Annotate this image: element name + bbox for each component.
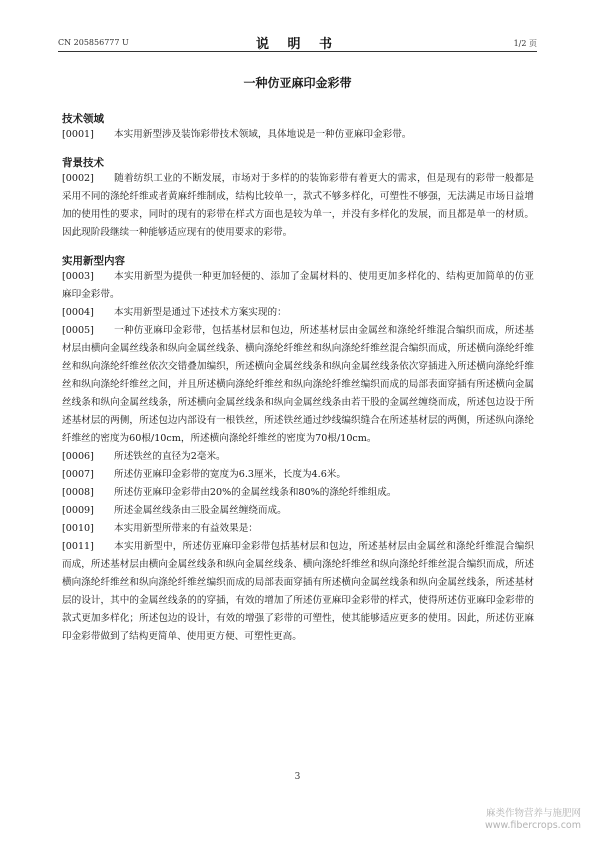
paragraph-text: 本实用新型中，所述仿亚麻印金彩带包括基材层和包边，所述基材层由金属丝和涤纶纤维混合编织而成，所述基材层由横向金属丝线条和纵向金属丝线条、横向涤纶纤维丝和纵向涤纶纤维丝混合编织而成，所述横向涤纶纤维丝和纵向涤纶纤维丝编织而成的局部表面穿插有所述横向金属丝线条和纵向金属丝线条，所述基材层的设计，其中的金属丝线条的的穿插，有效的增加了所述仿亚麻印金彩带的样式，使得所述仿亚麻印金彩带的款式更加多样化；所述包边的设计，有效的增强了彩带的可塑性，使其能够适应更多的使用。因此，所述仿亚麻印金彩带做到了结构更简单、使用更方便、可塑性更高。 [62,541,534,642]
paragraph-number: [0004] [62,307,94,318]
paragraph-text: 所述金属丝线条由三股金属丝缠绕而成。 [114,505,287,516]
paragraph-text: 本实用新型是通过下述技术方案实现的： [114,307,287,318]
page-indicator: 1/2 页 [513,39,537,48]
section-heading: 背景技术 [62,157,104,169]
paragraph [62,268,534,304]
watermark-site-name: 麻类作物营养与施肥网 [485,808,581,819]
paragraph-number: [0003] [62,271,94,282]
paragraph [62,304,534,322]
section-heading: 实用新型内容 [62,255,125,267]
paragraph-text: 所述仿亚麻印金彩带由20%的金属丝线条和80%的涤纶纤维组成。 [114,487,397,498]
paragraph [62,484,534,502]
paragraph-number: [0009] [62,505,94,516]
document-body [62,112,534,646]
document-type-title: 说 明 书 [255,37,340,52]
paragraph-text: 本实用新型涉及装饰彩带技术领域，具体地说是一种仿亚麻印金彩带。 [114,129,412,140]
paragraph-number: [0005] [62,325,94,336]
paragraph [62,448,534,466]
paragraph-text: 一种仿亚麻印金彩带，包括基材层和包边，所述基材层由金属丝和涤纶纤维混合编织而成，所述基材层由横向金属丝线条和纵向金属丝线条、横向涤纶纤维丝和纵向涤纶纤维丝混合编织而成，所述横向涤纶纤维丝和纵向涤纶纤维丝依次交错叠加编织，所述横向金属丝线条和纵向金属丝线条依次穿插进入所述横向涤纶纤维丝和纵向涤纶纤维丝之间，并且所述横向涤纶纤维丝和纵向涤纶纤维丝编织而成的局部表面穿插有所述横向金属丝线条和纵向金属丝线条，所述横向金属丝线条和纵向金属丝线条由若干股的金属丝缠绕而成，所述包边设于所述基材层的两侧，所述包边内部设有一根铁丝，所述铁丝通过纱线编织缝合在所述基材层的两侧，所述纵向涤纶纤维丝的密度为60根/10cm，所述横向涤纶纤维丝的密度为70根/10cm。 [62,325,534,444]
watermark-url: www.fibercrops.com [484,820,581,831]
paragraph-number: [0011] [62,541,94,552]
paragraph-number: [0002] [62,173,94,184]
section-technical-field [62,112,534,144]
paragraph-text: 本实用新型为提供一种更加轻便的、添加了金属材料的、使用更加多样化的、结构更加简单的仿亚麻印金彩带。 [62,271,534,300]
paragraph-text: 所述仿亚麻印金彩带的宽度为6.3厘米，长度为4.6米。 [114,469,346,480]
paragraph [62,502,534,520]
paragraph-number: [0010] [62,523,94,534]
paragraph-text: 本实用新型所带来的有益效果是： [114,523,258,534]
section-utility-model-content [62,254,534,646]
patent-number: CN 205856777 U [58,38,129,47]
paragraph [62,538,534,646]
section-background [62,156,534,242]
paragraph-number: [0006] [62,451,94,462]
page-number: 3 [294,772,301,782]
paragraph-number: [0008] [62,487,94,498]
paragraph [62,520,534,538]
paragraph-number: [0001] [62,129,94,140]
paragraph [62,322,534,448]
paragraph [62,126,534,144]
paragraph-text: 随着纺织工业的不断发展，市场对于多样的的装饰彩带有着更大的需求，但是现有的彩带一般都是采用不同的涤纶纤维或者黄麻纤维制成，结构比较单一，款式不够多样化，可塑性不够强，无法满足市场日益增加的使用性的要求，同时的现有的彩带在样式方面也是较为单一，并没有多样化的发展，而且都是单一的材质。因此现阶段继续一种能够适应现有的使用要求的彩带。 [62,173,534,238]
paragraph-number: [0007] [62,469,94,480]
patent-title: 一种仿亚麻印金彩带 [243,76,352,90]
paragraph [62,170,534,242]
paragraph-text: 所述铁丝的直径为2毫米。 [114,451,226,462]
header-divider [58,51,537,52]
paragraph [62,466,534,484]
section-heading: 技术领域 [62,113,104,125]
